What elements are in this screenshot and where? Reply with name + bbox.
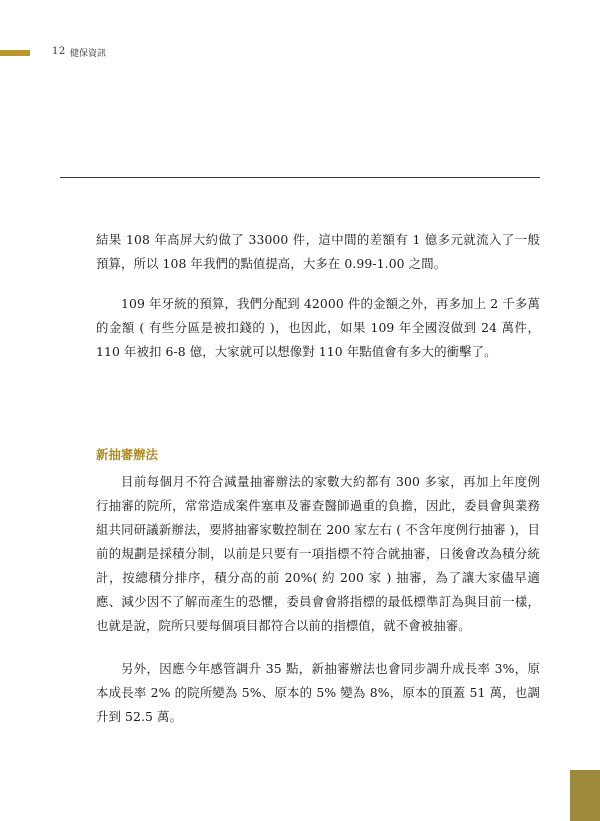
paragraph-3: 目前每個月不符合減量抽審辦法的家數大約都有 300 多家，再加上年度例行抽審的院所，常常造成案件塞車及審查醫師過重的負擔，因此，委員會與業務組共同研議新辦法，要將抽審家數控制在 200 家左右 ( 不含年度例行抽審 )，目前的規劃是採積分制，以前是只要有一項指標不符合就抽審，日後會改為積分統計，按總積分排序，積分高的前 20%( 約 200 家 ) 抽審，為了讓大家儘早適應、減少因不了解而產生的恐懼，委員會會將指標的最低標準訂為與目前一樣，也就是說，院所只要每個項目都符合以前的指標值，就不會被抽審。	[96, 474, 540, 633]
top-divider	[60, 177, 540, 178]
running-header-title: 健保資訊	[70, 49, 107, 59]
footer-accent-bar	[570, 770, 600, 821]
header-accent-bar	[0, 50, 30, 56]
paragraph-2: 109 年牙統的預算，我們分配到 42000 件的金額之外，再多加上 2 千多萬的金額 ( 有些分區是被扣錢的 )，也因此，如果 109 年全國沒做到 24 萬件，110 年被扣 6-8 億，大家就可以想像對 110 年點值會有多大的衝擊了。	[96, 296, 540, 359]
paragraph-4: 另外，因應今年感管調升 35 點，新抽審辦法也會同步調升成長率 3%，原本成長率 2% 的院所變為 5%、原本的 5% 變為 8%，原本的頂蓋 51 萬，也調升到 52.5 萬。	[96, 661, 540, 724]
section-heading: 新抽審辦法	[96, 447, 158, 462]
paragraph-1: 結果 108 年高屏大約做了 33000 件，這中間的差額有 1 億多元就流入了一般預算，所以 108 年我們的點值提高，大多在 0.99-1.00 之間。	[96, 232, 540, 271]
page-number: 12	[52, 46, 66, 57]
